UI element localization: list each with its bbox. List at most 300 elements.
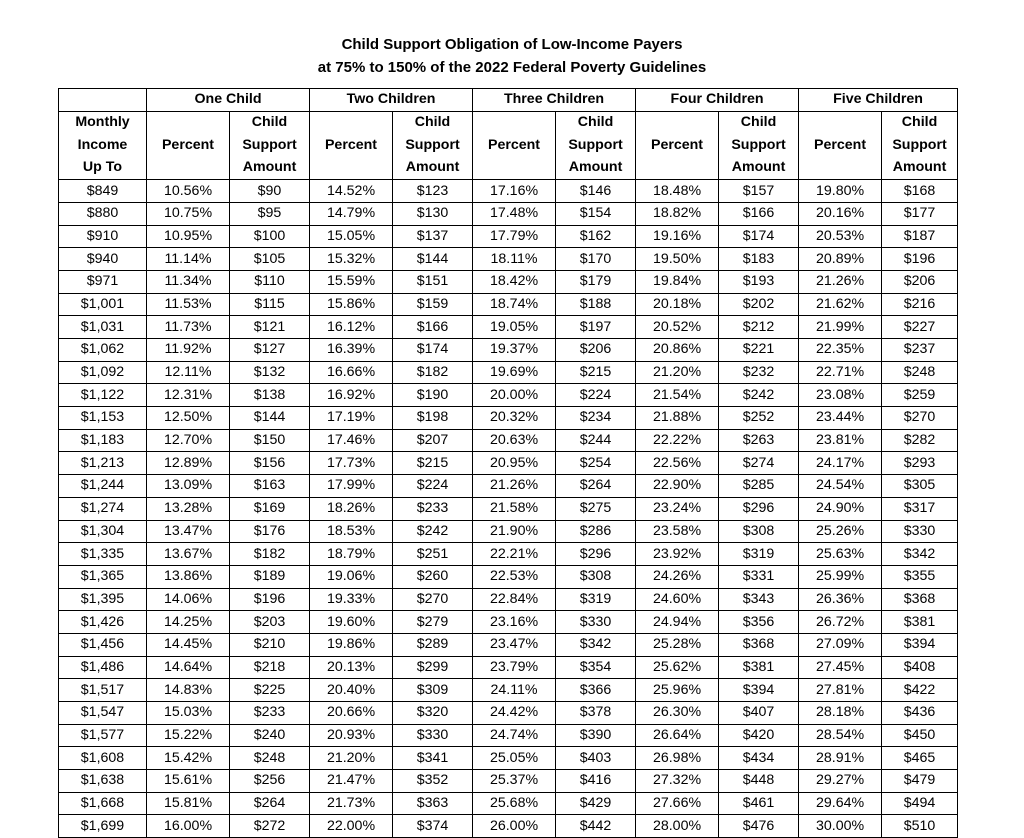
- amount-header-line: Child: [882, 111, 958, 134]
- income-cell: $1,122: [59, 384, 147, 407]
- income-cell: $1,699: [59, 815, 147, 838]
- percent-cell: 19.60%: [310, 611, 393, 634]
- amount-cell: $296: [556, 543, 636, 566]
- amount-cell: $355: [882, 565, 958, 588]
- percent-cell: 21.90%: [473, 520, 556, 543]
- percent-cell: 22.71%: [799, 361, 882, 384]
- amount-cell: $232: [719, 361, 799, 384]
- amount-cell: $272: [230, 815, 310, 838]
- percent-cell: 18.42%: [473, 270, 556, 293]
- percent-cell: 27.66%: [636, 792, 719, 815]
- amount-cell: $390: [556, 724, 636, 747]
- percent-cell: 17.46%: [310, 429, 393, 452]
- percent-cell: 14.83%: [147, 679, 230, 702]
- amount-cell: $461: [719, 792, 799, 815]
- amount-cell: $110: [230, 270, 310, 293]
- income-cell: $1,274: [59, 497, 147, 520]
- table-row: [59, 180, 958, 203]
- amount-cell: $252: [719, 407, 799, 430]
- percent-cell: 13.09%: [147, 475, 230, 498]
- percent-cell: 15.59%: [310, 270, 393, 293]
- percent-cell: 15.22%: [147, 724, 230, 747]
- amount-cell: $259: [882, 384, 958, 407]
- table-title-line-1: Child Support Obligation of Low-Income Payers: [341, 36, 683, 53]
- percent-cell: 18.82%: [636, 202, 719, 225]
- amount-header-line: Amount: [393, 157, 473, 180]
- amount-cell: $174: [393, 339, 473, 362]
- percent-cell: 12.50%: [147, 407, 230, 430]
- percent-cell: 13.86%: [147, 565, 230, 588]
- amount-cell: $319: [556, 588, 636, 611]
- table-row: [59, 270, 958, 293]
- amount-cell: $394: [882, 633, 958, 656]
- subheader-row-1: [59, 111, 958, 134]
- percent-cell: 29.64%: [799, 792, 882, 815]
- percent-cell: 18.79%: [310, 543, 393, 566]
- percent-cell: 16.12%: [310, 316, 393, 339]
- amount-cell: $274: [719, 452, 799, 475]
- income-cell: $1,031: [59, 316, 147, 339]
- percent-cell: 25.26%: [799, 520, 882, 543]
- table-row: [59, 384, 958, 407]
- amount-cell: $244: [556, 429, 636, 452]
- percent-cell: 11.73%: [147, 316, 230, 339]
- income-cell: $1,426: [59, 611, 147, 634]
- amount-cell: $293: [882, 452, 958, 475]
- amount-cell: $420: [719, 724, 799, 747]
- income-cell: $880: [59, 202, 147, 225]
- table-row: [59, 702, 958, 725]
- percent-cell: 14.45%: [147, 633, 230, 656]
- percent-header-spacer: [799, 111, 882, 134]
- amount-cell: $163: [230, 475, 310, 498]
- percent-cell: 18.11%: [473, 248, 556, 271]
- amount-cell: $479: [882, 770, 958, 793]
- amount-cell: $465: [882, 747, 958, 770]
- percent-cell: 24.60%: [636, 588, 719, 611]
- amount-cell: $286: [556, 520, 636, 543]
- percent-cell: 12.89%: [147, 452, 230, 475]
- amount-cell: $123: [393, 180, 473, 203]
- amount-cell: $448: [719, 770, 799, 793]
- amount-cell: $330: [393, 724, 473, 747]
- amount-cell: $394: [719, 679, 799, 702]
- subheader-row-2: [59, 134, 958, 157]
- amount-cell: $240: [230, 724, 310, 747]
- percent-cell: 25.05%: [473, 747, 556, 770]
- percent-cell: 17.99%: [310, 475, 393, 498]
- amount-header-line: Support: [230, 134, 310, 157]
- amount-header-line: Support: [393, 134, 473, 157]
- percent-cell: 21.26%: [473, 475, 556, 498]
- amount-cell: $429: [556, 792, 636, 815]
- amount-header-line: Support: [882, 134, 958, 157]
- amount-cell: $242: [719, 384, 799, 407]
- percent-cell: 22.90%: [636, 475, 719, 498]
- table-row: [59, 792, 958, 815]
- percent-cell: 17.16%: [473, 180, 556, 203]
- amount-cell: $127: [230, 339, 310, 362]
- amount-cell: $170: [556, 248, 636, 271]
- income-cell: $1,335: [59, 543, 147, 566]
- percent-cell: 26.30%: [636, 702, 719, 725]
- percent-cell: 28.18%: [799, 702, 882, 725]
- amount-cell: $289: [393, 633, 473, 656]
- amount-cell: $341: [393, 747, 473, 770]
- percent-cell: 23.58%: [636, 520, 719, 543]
- percent-cell: 21.58%: [473, 497, 556, 520]
- percent-cell: 15.03%: [147, 702, 230, 725]
- amount-cell: $320: [393, 702, 473, 725]
- amount-cell: $275: [556, 497, 636, 520]
- percent-cell: 11.34%: [147, 270, 230, 293]
- percent-cell: 28.00%: [636, 815, 719, 838]
- table-header: [59, 89, 958, 180]
- amount-cell: $188: [556, 293, 636, 316]
- amount-cell: $166: [719, 202, 799, 225]
- percent-cell: 19.86%: [310, 633, 393, 656]
- amount-cell: $378: [556, 702, 636, 725]
- percent-cell: 23.16%: [473, 611, 556, 634]
- group-header-blank: [59, 89, 147, 112]
- amount-header-line: Amount: [556, 157, 636, 180]
- percent-cell: 14.25%: [147, 611, 230, 634]
- percent-header-spacer: [310, 111, 393, 134]
- percent-header-spacer: [147, 157, 230, 180]
- percent-cell: 20.18%: [636, 293, 719, 316]
- percent-cell: 24.26%: [636, 565, 719, 588]
- percent-cell: 12.31%: [147, 384, 230, 407]
- table-body: [59, 180, 958, 838]
- percent-cell: 19.50%: [636, 248, 719, 271]
- amount-cell: $254: [556, 452, 636, 475]
- income-cell: $1,638: [59, 770, 147, 793]
- percent-cell: 19.69%: [473, 361, 556, 384]
- percent-cell: 23.44%: [799, 407, 882, 430]
- amount-cell: $182: [393, 361, 473, 384]
- table-row: [59, 361, 958, 384]
- table-row: [59, 429, 958, 452]
- amount-cell: $319: [719, 543, 799, 566]
- amount-cell: $436: [882, 702, 958, 725]
- income-cell: $910: [59, 225, 147, 248]
- percent-cell: 16.39%: [310, 339, 393, 362]
- percent-cell: 24.11%: [473, 679, 556, 702]
- amount-cell: $218: [230, 656, 310, 679]
- amount-cell: $242: [393, 520, 473, 543]
- percent-cell: 26.72%: [799, 611, 882, 634]
- percent-cell: 21.20%: [310, 747, 393, 770]
- group-header: Three Children: [473, 89, 636, 112]
- income-cell: $1,577: [59, 724, 147, 747]
- income-cell: $1,092: [59, 361, 147, 384]
- percent-header: Percent: [147, 134, 230, 157]
- amount-cell: $352: [393, 770, 473, 793]
- percent-cell: 17.19%: [310, 407, 393, 430]
- percent-header-spacer: [147, 111, 230, 134]
- table-row: [59, 520, 958, 543]
- percent-cell: 18.53%: [310, 520, 393, 543]
- amount-cell: $168: [882, 180, 958, 203]
- percent-cell: 15.81%: [147, 792, 230, 815]
- percent-cell: 20.53%: [799, 225, 882, 248]
- percent-cell: 19.80%: [799, 180, 882, 203]
- percent-cell: 25.96%: [636, 679, 719, 702]
- percent-cell: 15.32%: [310, 248, 393, 271]
- percent-cell: 16.66%: [310, 361, 393, 384]
- amount-cell: $422: [882, 679, 958, 702]
- percent-cell: 26.36%: [799, 588, 882, 611]
- amount-cell: $90: [230, 180, 310, 203]
- income-cell: $1,062: [59, 339, 147, 362]
- percent-cell: 20.52%: [636, 316, 719, 339]
- amount-cell: $251: [393, 543, 473, 566]
- amount-cell: $296: [719, 497, 799, 520]
- amount-cell: $408: [882, 656, 958, 679]
- amount-cell: $248: [882, 361, 958, 384]
- table-row: [59, 497, 958, 520]
- amount-cell: $177: [882, 202, 958, 225]
- amount-cell: $317: [882, 497, 958, 520]
- income-cell: $1,547: [59, 702, 147, 725]
- amount-cell: $233: [393, 497, 473, 520]
- amount-cell: $299: [393, 656, 473, 679]
- percent-cell: 26.00%: [473, 815, 556, 838]
- amount-cell: $182: [230, 543, 310, 566]
- table-row: [59, 724, 958, 747]
- amount-cell: $95: [230, 202, 310, 225]
- amount-cell: $196: [230, 588, 310, 611]
- amount-cell: $146: [556, 180, 636, 203]
- amount-cell: $206: [556, 339, 636, 362]
- table-row: [59, 747, 958, 770]
- child-support-table: [58, 88, 958, 838]
- percent-cell: 22.35%: [799, 339, 882, 362]
- amount-header-line: Amount: [230, 157, 310, 180]
- percent-cell: 19.84%: [636, 270, 719, 293]
- income-cell: $1,668: [59, 792, 147, 815]
- amount-cell: $224: [393, 475, 473, 498]
- income-header-line: Income: [59, 134, 147, 157]
- percent-cell: 16.00%: [147, 815, 230, 838]
- amount-cell: $368: [882, 588, 958, 611]
- amount-cell: $305: [882, 475, 958, 498]
- amount-cell: $234: [556, 407, 636, 430]
- percent-cell: 20.13%: [310, 656, 393, 679]
- percent-cell: 27.09%: [799, 633, 882, 656]
- amount-cell: $233: [230, 702, 310, 725]
- percent-cell: 27.81%: [799, 679, 882, 702]
- percent-cell: 20.93%: [310, 724, 393, 747]
- percent-cell: 13.67%: [147, 543, 230, 566]
- percent-cell: 22.22%: [636, 429, 719, 452]
- amount-cell: $100: [230, 225, 310, 248]
- amount-cell: $356: [719, 611, 799, 634]
- percent-cell: 25.62%: [636, 656, 719, 679]
- amount-cell: $202: [719, 293, 799, 316]
- income-cell: $940: [59, 248, 147, 271]
- percent-cell: 22.21%: [473, 543, 556, 566]
- percent-cell: 17.48%: [473, 202, 556, 225]
- percent-cell: 28.54%: [799, 724, 882, 747]
- income-cell: $1,395: [59, 588, 147, 611]
- amount-cell: $138: [230, 384, 310, 407]
- percent-cell: 17.73%: [310, 452, 393, 475]
- percent-cell: 22.00%: [310, 815, 393, 838]
- income-cell: $1,001: [59, 293, 147, 316]
- table-row: [59, 407, 958, 430]
- percent-cell: 19.33%: [310, 588, 393, 611]
- amount-cell: $308: [719, 520, 799, 543]
- table-row: [59, 815, 958, 838]
- percent-cell: 20.86%: [636, 339, 719, 362]
- percent-cell: 24.90%: [799, 497, 882, 520]
- percent-cell: 20.16%: [799, 202, 882, 225]
- percent-cell: 24.17%: [799, 452, 882, 475]
- amount-header-line: Child: [556, 111, 636, 134]
- percent-cell: 23.08%: [799, 384, 882, 407]
- amount-header-line: Support: [719, 134, 799, 157]
- amount-cell: $144: [393, 248, 473, 271]
- amount-cell: $210: [230, 633, 310, 656]
- amount-cell: $330: [882, 520, 958, 543]
- percent-cell: 24.42%: [473, 702, 556, 725]
- amount-cell: $189: [230, 565, 310, 588]
- amount-cell: $207: [393, 429, 473, 452]
- table-row: [59, 656, 958, 679]
- percent-cell: 27.32%: [636, 770, 719, 793]
- table-row: [59, 248, 958, 271]
- percent-cell: 23.81%: [799, 429, 882, 452]
- amount-cell: $416: [556, 770, 636, 793]
- amount-cell: $381: [882, 611, 958, 634]
- percent-cell: 15.86%: [310, 293, 393, 316]
- percent-header-spacer: [473, 157, 556, 180]
- amount-cell: $190: [393, 384, 473, 407]
- amount-cell: $279: [393, 611, 473, 634]
- percent-cell: 21.54%: [636, 384, 719, 407]
- table-row: [59, 475, 958, 498]
- amount-cell: $494: [882, 792, 958, 815]
- amount-cell: $151: [393, 270, 473, 293]
- income-cell: $1,213: [59, 452, 147, 475]
- table-row: [59, 633, 958, 656]
- percent-cell: 24.94%: [636, 611, 719, 634]
- percent-cell: 11.92%: [147, 339, 230, 362]
- amount-header-line: Amount: [719, 157, 799, 180]
- amount-cell: $363: [393, 792, 473, 815]
- percent-cell: 14.79%: [310, 202, 393, 225]
- amount-cell: $183: [719, 248, 799, 271]
- table-row: [59, 202, 958, 225]
- percent-cell: 30.00%: [799, 815, 882, 838]
- amount-cell: $221: [719, 339, 799, 362]
- percent-cell: 25.63%: [799, 543, 882, 566]
- percent-cell: 19.05%: [473, 316, 556, 339]
- table-row: [59, 339, 958, 362]
- amount-cell: $224: [556, 384, 636, 407]
- percent-cell: 20.40%: [310, 679, 393, 702]
- percent-cell: 25.28%: [636, 633, 719, 656]
- percent-cell: 16.92%: [310, 384, 393, 407]
- percent-cell: 13.28%: [147, 497, 230, 520]
- amount-cell: $130: [393, 202, 473, 225]
- amount-cell: $264: [230, 792, 310, 815]
- percent-cell: 24.54%: [799, 475, 882, 498]
- income-cell: $849: [59, 180, 147, 203]
- amount-cell: $132: [230, 361, 310, 384]
- percent-cell: 13.47%: [147, 520, 230, 543]
- income-cell: $1,517: [59, 679, 147, 702]
- amount-cell: $225: [230, 679, 310, 702]
- percent-cell: 14.52%: [310, 180, 393, 203]
- percent-cell: 21.26%: [799, 270, 882, 293]
- percent-cell: 20.95%: [473, 452, 556, 475]
- amount-cell: $330: [556, 611, 636, 634]
- amount-header-line: Child: [393, 111, 473, 134]
- income-header-line: Monthly: [59, 111, 147, 134]
- amount-header-line: Child: [719, 111, 799, 134]
- income-cell: $1,456: [59, 633, 147, 656]
- amount-cell: $374: [393, 815, 473, 838]
- amount-cell: $270: [882, 407, 958, 430]
- table-row: [59, 565, 958, 588]
- percent-cell: 21.62%: [799, 293, 882, 316]
- amount-header-line: Amount: [882, 157, 958, 180]
- table-row: [59, 452, 958, 475]
- amount-cell: $197: [556, 316, 636, 339]
- amount-cell: $115: [230, 293, 310, 316]
- percent-cell: 18.26%: [310, 497, 393, 520]
- percent-cell: 19.16%: [636, 225, 719, 248]
- percent-cell: 15.61%: [147, 770, 230, 793]
- subheader-row-3: [59, 157, 958, 180]
- percent-cell: 14.06%: [147, 588, 230, 611]
- percent-cell: 28.91%: [799, 747, 882, 770]
- amount-cell: $154: [556, 202, 636, 225]
- amount-cell: $282: [882, 429, 958, 452]
- percent-cell: 22.56%: [636, 452, 719, 475]
- percent-header-spacer: [636, 111, 719, 134]
- amount-cell: $264: [556, 475, 636, 498]
- amount-cell: $156: [230, 452, 310, 475]
- amount-cell: $144: [230, 407, 310, 430]
- group-header: Four Children: [636, 89, 799, 112]
- percent-header-spacer: [799, 157, 882, 180]
- amount-cell: $407: [719, 702, 799, 725]
- amount-cell: $179: [556, 270, 636, 293]
- percent-cell: 15.05%: [310, 225, 393, 248]
- amount-cell: $105: [230, 248, 310, 271]
- amount-cell: $450: [882, 724, 958, 747]
- income-cell: $1,304: [59, 520, 147, 543]
- amount-cell: $237: [882, 339, 958, 362]
- amount-cell: $203: [230, 611, 310, 634]
- group-header: One Child: [147, 89, 310, 112]
- table-row: [59, 316, 958, 339]
- percent-cell: 24.74%: [473, 724, 556, 747]
- percent-cell: 20.32%: [473, 407, 556, 430]
- percent-cell: 25.99%: [799, 565, 882, 588]
- amount-cell: $187: [882, 225, 958, 248]
- percent-cell: 25.68%: [473, 792, 556, 815]
- amount-cell: $215: [393, 452, 473, 475]
- percent-header: Percent: [310, 134, 393, 157]
- percent-cell: 26.98%: [636, 747, 719, 770]
- percent-cell: 19.37%: [473, 339, 556, 362]
- percent-cell: 23.47%: [473, 633, 556, 656]
- amount-cell: $342: [882, 543, 958, 566]
